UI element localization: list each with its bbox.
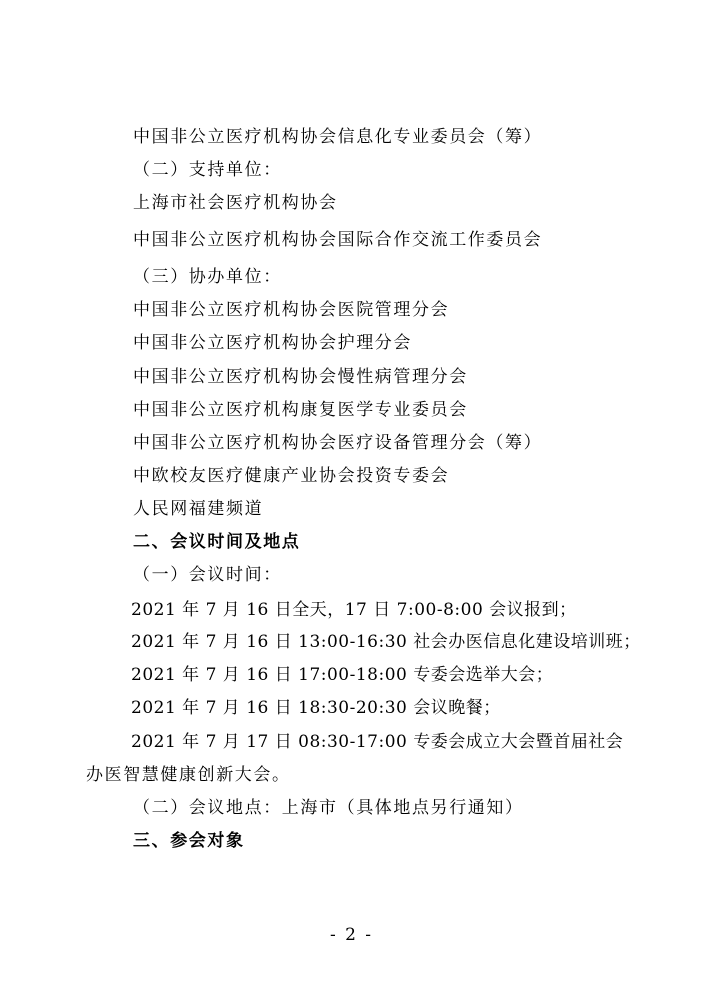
org-line-shanghai-association: 上海市社会医疗机构协会 xyxy=(133,193,338,213)
subheading-support-units: （二）支持单位： xyxy=(133,160,282,180)
schedule-item-election: 2021 年 7 月 16 日 17:00-18:00 专委会选举大会； xyxy=(131,665,554,685)
schedule-item-registration: 2021 年 7 月 16 日全天，17 日 7:00-8:00 会议报到； xyxy=(131,600,577,620)
subheading-meeting-location: （二）会议地点：上海市（具体地点另行通知） xyxy=(133,798,524,818)
schedule-item-training: 2021 年 7 月 16 日 13:00-16:30 社会办医信息化建设培训班； xyxy=(131,632,641,652)
org-line-medical-equipment: 中国非公立医疗机构协会医疗设备管理分会（筹） xyxy=(133,433,543,453)
org-line-chronic-disease: 中国非公立医疗机构协会慢性病管理分会 xyxy=(133,367,468,387)
section-heading-time-location: 二、会议时间及地点 xyxy=(133,532,301,552)
org-line-ceibs-alumni: 中欧校友医疗健康产业协会投资专委会 xyxy=(133,466,450,486)
subheading-co-organizers: （三）协办单位： xyxy=(133,267,282,287)
org-line-peoples-daily-fujian: 人民网福建频道 xyxy=(133,499,264,519)
section-heading-attendees: 三、参会对象 xyxy=(133,831,245,851)
org-line-hospital-management: 中国非公立医疗机构协会医院管理分会 xyxy=(133,300,450,320)
org-line-rehabilitation: 中国非公立医疗机构康复医学专业委员会 xyxy=(133,400,468,420)
schedule-item-founding-conference: 2021 年 7 月 17 日 08:30-17:00 专委会成立大会暨首届社会 xyxy=(131,732,624,752)
org-line-nursing: 中国非公立医疗机构协会护理分会 xyxy=(133,333,412,353)
org-line-info-committee: 中国非公立医疗机构协会信息化专业委员会（筹） xyxy=(133,127,543,147)
schedule-item-founding-conference-cont: 办医智慧健康创新大会。 xyxy=(86,765,291,785)
subheading-meeting-time: （一）会议时间： xyxy=(133,565,282,585)
page-number: - 2 - xyxy=(329,925,374,945)
org-line-intl-cooperation: 中国非公立医疗机构协会国际合作交流工作委员会 xyxy=(133,230,543,250)
schedule-item-dinner: 2021 年 7 月 16 日 18:30-20:30 会议晚餐； xyxy=(131,698,501,718)
